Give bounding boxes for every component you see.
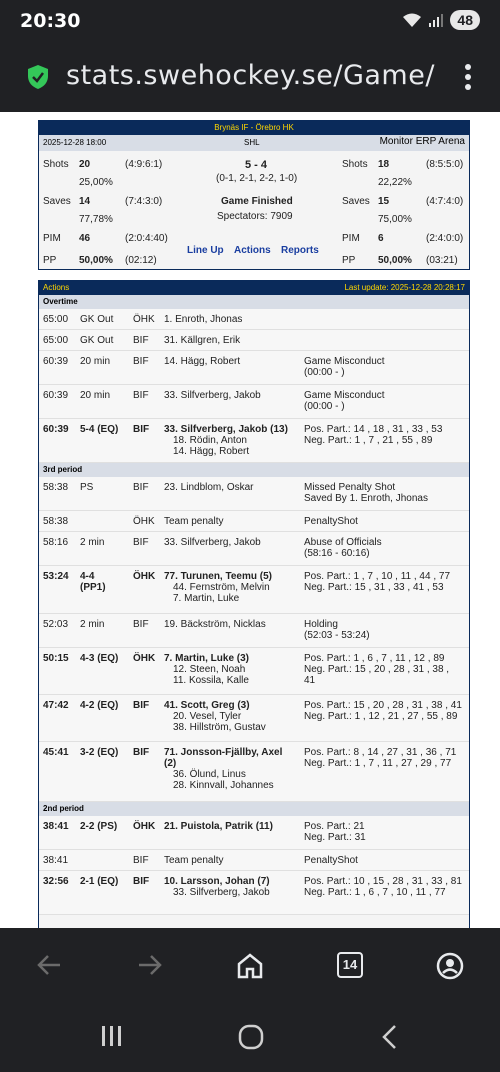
away-shots-pct: 22,22% — [378, 177, 412, 188]
home-pp: 50,00% — [79, 255, 113, 266]
table-row — [39, 351, 469, 385]
away-shots-detail: (8:5:5:0) — [426, 159, 464, 170]
secure-shield-icon[interactable] — [26, 64, 50, 90]
game-summary-box — [38, 120, 470, 270]
system-back-icon[interactable] — [380, 1024, 400, 1050]
home-saves-detail: (7:4:3:0) — [125, 196, 163, 207]
account-icon[interactable] — [436, 952, 464, 980]
row-team: BIF — [133, 855, 149, 866]
game-arena: Monitor ERP Arena — [379, 136, 465, 147]
row-player: 33. Silfverberg, Jakob (13) 18. Rödin, Anton 14. Hägg, Robert — [164, 424, 288, 457]
row-time: 38:41 — [43, 821, 69, 832]
row-player: 33. Silfverberg, Jakob — [164, 537, 261, 548]
row-time: 60:39 — [43, 424, 69, 435]
home-pim: 46 — [79, 233, 91, 244]
row-info: Pos. Part.: 1 , 6 , 7 , 11 , 12 , 89 Neg. Part.: 15 , 20 , 28 , 31 , 38 , 41 — [304, 653, 450, 686]
row-info: Abuse of Officials (58:16 - 60:16) — [304, 537, 382, 559]
row-team: BIF — [133, 747, 150, 758]
row-info: Pos. Part.: 21 Neg. Part.: 31 — [304, 821, 366, 843]
away-shots: 18 — [378, 159, 390, 170]
row-player: 19. Bäckström, Nicklas — [164, 619, 266, 630]
row-type: 2 min — [80, 619, 105, 630]
row-info: Pos. Part.: 14 , 18 , 31 , 33 , 53 Neg. Part.: 1 , 7 , 21 , 55 , 89 — [304, 424, 443, 446]
row-type: 2 min — [80, 537, 105, 548]
row-team: BIF — [133, 619, 149, 630]
row-team: BIF — [133, 424, 150, 435]
row-type: 4-2 (EQ) — [80, 700, 119, 711]
row-time: 47:42 — [43, 700, 69, 711]
row-player: 31. Källgren, Erik — [164, 335, 241, 346]
tab-count-button[interactable]: 14 — [337, 952, 363, 978]
row-time: 60:39 — [43, 356, 69, 367]
final-score: 5 - 4 — [245, 159, 268, 171]
row-type: 2-2 (PS) — [80, 821, 118, 832]
status-icons — [402, 10, 480, 30]
home-pim-label: PIM — [43, 233, 61, 244]
table-row — [39, 695, 469, 742]
home-shots-label: Shots — [43, 159, 69, 170]
table-row — [39, 742, 469, 802]
status-time: 20:30 — [20, 10, 81, 32]
row-team: ÖHK — [133, 571, 156, 582]
row-time: 52:03 — [43, 619, 69, 630]
row-type: GK Out — [80, 335, 114, 346]
battery-indicator: 48 — [450, 10, 480, 30]
table-row — [39, 850, 469, 871]
row-time: 53:24 — [43, 571, 69, 582]
away-pim-detail: (2:4:0:0) — [426, 233, 464, 244]
row-info: Holding (52:03 - 53:24) — [304, 619, 370, 641]
row-player: Team penalty — [164, 516, 224, 527]
game-info-row — [39, 135, 469, 151]
home-saves-pct: 77,78% — [79, 214, 113, 225]
table-row — [39, 477, 469, 511]
home-icon[interactable] — [236, 952, 264, 980]
last-update: Last update: 2025-12-28 20:28:17 — [344, 283, 465, 292]
game-date: 2025-12-28 18:00 — [43, 138, 107, 147]
row-info: Pos. Part.: 1 , 7 , 10 , 11 , 44 , 77 Neg. Part.: 15 , 31 , 33 , 41 , 53 — [304, 571, 451, 593]
actions-header — [39, 281, 469, 295]
row-info: Game Misconduct (00:00 - ) — [304, 390, 385, 412]
home-pp-label: PP — [43, 255, 57, 266]
actions-box — [38, 280, 470, 928]
system-home-icon[interactable] — [238, 1024, 264, 1050]
row-player: Team penalty — [164, 855, 224, 866]
home-shots-pct: 25,00% — [79, 177, 113, 188]
row-team: ÖHK — [133, 821, 156, 832]
row-type: 4-3 (EQ) — [80, 653, 119, 664]
row-type: 20 min — [80, 390, 111, 401]
period-header: 3rd period — [39, 463, 469, 477]
row-info: Pos. Part.: 15 , 20 , 28 , 31 , 38 , 41 Neg. Part.: 1 , 12 , 21 , 27 , 55 , 89 — [304, 700, 462, 722]
lineup-link[interactable]: Line Up — [187, 245, 224, 256]
url-text[interactable]: stats.swehockey.se/Game/ — [66, 60, 435, 91]
home-saves: 14 — [79, 196, 91, 207]
table-row — [39, 648, 469, 695]
game-state: Game Finished — [221, 196, 293, 207]
row-type: 5-4 (EQ) — [80, 424, 119, 435]
row-time: 32:56 — [43, 876, 69, 887]
more-menu-icon[interactable] — [464, 62, 472, 92]
row-time: 45:41 — [43, 747, 69, 758]
period-scores: (0-1, 2-1, 2-2, 1-0) — [216, 173, 298, 184]
away-pp: 50,00% — [378, 255, 412, 266]
away-pp-label: PP — [342, 255, 356, 266]
row-team: BIF — [133, 482, 149, 493]
away-saves-detail: (4:7:4:0) — [426, 196, 464, 207]
row-time: 58:38 — [43, 516, 69, 527]
row-time: 58:16 — [43, 537, 69, 548]
table-row — [39, 566, 469, 614]
browser-bottom-nav — [0, 928, 500, 1072]
period-header: Overtime — [39, 295, 469, 309]
row-team: ÖHK — [133, 653, 156, 664]
home-pim-detail: (2:0:4:40) — [125, 233, 168, 244]
away-saves-pct: 75,00% — [378, 214, 412, 225]
row-info: PenaltyShot — [304, 516, 358, 527]
home-shots: 20 — [79, 159, 91, 170]
row-info: Missed Penalty Shot Saved By 1. Enroth, Jhonas — [304, 482, 428, 504]
row-player: 41. Scott, Greg (3) 20. Vesel, Tyler 38. Hillström, Gustav — [164, 700, 266, 733]
away-pp-detail: (03:21) — [426, 255, 458, 266]
actions-title: Actions — [43, 283, 70, 292]
reports-link[interactable]: Reports — [281, 245, 319, 256]
row-player: 71. Jonsson-Fjällby, Axel (2) 36. Ölund, Linus 28. Kinnvall, Johannes — [164, 747, 283, 791]
row-player: 21. Puistola, Patrik (11) — [164, 821, 273, 832]
away-pim: 6 — [378, 233, 384, 244]
row-team: BIF — [133, 356, 149, 367]
table-row — [39, 871, 469, 915]
row-time: 38:41 — [43, 855, 69, 866]
row-player: 7. Martin, Luke (3) 12. Steen, Noah 11. Kossila, Kalle — [164, 653, 250, 686]
row-info: Pos. Part.: 8 , 14 , 27 , 31 , 36 , 71 Neg. Part.: 1 , 7 , 11 , 27 , 29 , 77 — [304, 747, 457, 769]
away-shots-label: Shots — [342, 159, 368, 170]
row-team: BIF — [133, 700, 150, 711]
game-league: SHL — [244, 138, 260, 147]
table-row — [39, 385, 469, 419]
row-team: ÖHK — [133, 516, 155, 527]
page-content — [0, 112, 500, 928]
row-type: 20 min — [80, 356, 111, 367]
browser-url-bar[interactable] — [0, 44, 500, 112]
status-bar — [0, 0, 500, 44]
row-team: BIF — [133, 876, 150, 887]
row-time: 50:15 — [43, 653, 69, 664]
forward-arrow-icon[interactable] — [137, 952, 163, 978]
row-team: BIF — [133, 537, 149, 548]
row-type: GK Out — [80, 314, 114, 325]
recent-apps-icon[interactable] — [100, 1024, 122, 1048]
row-type: 3-2 (EQ) — [80, 747, 119, 758]
row-player: 33. Silfverberg, Jakob — [164, 390, 261, 401]
row-team: ÖHK — [133, 314, 155, 325]
row-type: 4-4 (PP1) — [80, 571, 106, 593]
home-saves-label: Saves — [43, 196, 71, 207]
row-player: 10. Larsson, Johan (7) 33. Silfverberg, Jakob — [164, 876, 270, 898]
row-type: 2-1 (EQ) — [80, 876, 119, 887]
row-type: PS — [80, 482, 94, 493]
table-row — [39, 614, 469, 648]
table-row — [39, 309, 469, 330]
row-player: 1. Enroth, Jhonas — [164, 314, 243, 325]
period-header: 2nd period — [39, 802, 469, 816]
away-saves: 15 — [378, 196, 390, 207]
row-time: 65:00 — [43, 314, 69, 325]
row-team: BIF — [133, 390, 149, 401]
row-info: Game Misconduct (00:00 - ) — [304, 356, 385, 378]
wifi-icon — [402, 12, 422, 28]
row-time: 60:39 — [43, 390, 69, 401]
table-row — [39, 330, 469, 351]
table-row — [39, 532, 469, 566]
signal-icon — [428, 12, 444, 28]
home-pp-detail: (02:12) — [125, 255, 157, 266]
table-row — [39, 816, 469, 850]
row-info: PenaltyShot — [304, 855, 358, 866]
game-title: Brynäs IF - Örebro HK — [39, 121, 469, 135]
row-player: 23. Lindblom, Oskar — [164, 482, 254, 493]
table-row — [39, 511, 469, 532]
table-row — [39, 419, 469, 463]
row-time: 58:38 — [43, 482, 69, 493]
back-arrow-icon[interactable] — [36, 952, 62, 978]
row-player: 14. Hägg, Robert — [164, 356, 241, 367]
spectators: Spectators: 7909 — [217, 211, 293, 222]
row-info: Pos. Part.: 10 , 15 , 28 , 31 , 33 , 81 Neg. Part.: 1 , 6 , 7 , 10 , 11 , 77 — [304, 876, 462, 898]
row-player: 77. Turunen, Teemu (5) 44. Fernström, Melvin 7. Martin, Luke — [164, 571, 272, 604]
away-pim-label: PIM — [342, 233, 360, 244]
away-saves-label: Saves — [342, 196, 370, 207]
home-shots-detail: (4:9:6:1) — [125, 159, 163, 170]
row-team: BIF — [133, 335, 149, 346]
row-time: 65:00 — [43, 335, 69, 346]
actions-link[interactable]: Actions — [234, 245, 271, 256]
